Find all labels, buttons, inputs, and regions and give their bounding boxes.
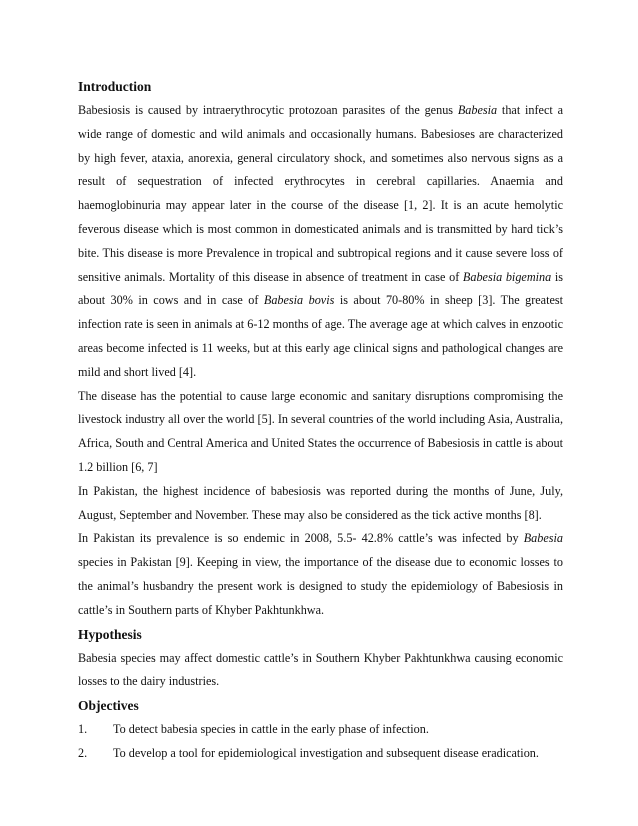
text-run: that infect a wide range of domestic and wild animals and occasionally humans. Babesioses are characterized by high fever, ataxia, anorexia, general circulatory shock, and sometimes also nervous signs as a result of sequestration of infected erythrocytes in cerebral capillaries. Anaemia and haemoglobinuria may appear later in the course of the disease [1, 2]. It is an acute hemolytic feverous disease which is most common in domesticated animals and is transmitted by hard tick’s bite. This disease is more Prevalence in tropical and subtropical regions and it cause severe loss of sensitive animals. Mortality of this disease in absence of treatment in case of xyxy=(78,103,563,284)
objective-text: To develop a tool for epidemiological investigation and subsequent disease eradication. xyxy=(113,745,539,760)
introduction-paragraph-2: The disease has the potential to cause large economic and sanitary disruptions compromising the livestock industry all over the world [5]. In several countries of the world including Asia, Australia, Africa, South and Central America and United States the occurrence of Babesiosis in cattle is about 1.2 billion [6, 7] xyxy=(78,388,563,474)
italic-term: Babesia xyxy=(523,531,563,546)
objectives-heading: Objectives xyxy=(78,698,139,714)
hypothesis-text: Babesia species may affect domestic cattle’s in Southern Khyber Pakhtunkhwa causing economic losses to the dairy industries. xyxy=(78,650,563,689)
objective-item-2 xyxy=(78,742,563,766)
introduction-paragraph-1 xyxy=(78,99,563,385)
objective-item-1 xyxy=(78,718,563,742)
objective-text: To detect babesia species in cattle in the early phase of infection. xyxy=(113,722,429,737)
objective-number: 2. xyxy=(78,745,88,760)
italic-term: Babesia bovis xyxy=(263,293,335,308)
introduction-heading: Introduction xyxy=(78,79,152,94)
text-run: Babesiosis is caused by intraerythrocytic protozoan parasites of the genus xyxy=(78,103,458,117)
document-page xyxy=(78,75,563,766)
hypothesis-heading: Hypothesis xyxy=(78,626,142,642)
text-run: species in Pakistan [9]. Keeping in view, the importance of the disease due to economic losses to the animal’s husbandry the present work is designed to study the epidemiology of Babesiosis in cattle’s in Southern parts of Khyber Pakhtunkhwa. xyxy=(78,555,563,617)
italic-term: Babesia bigemina xyxy=(462,269,552,284)
text-run: is about 70-80% in sheep [3]. The greatest infection rate is seen in animals at 6-12 months of age. The average age at which calves in enzootic areas become infected is 11 weeks, but at this early age clinical signs and pathological changes are mild and short lived [4]. xyxy=(78,293,563,379)
introduction-paragraph-4 xyxy=(78,527,563,622)
introduction-paragraph-3: In Pakistan, the highest incidence of babesiosis was reported during the months of June, July, August, September and November. These may also be considered as the tick active months [8]. xyxy=(78,483,563,522)
objective-number: 1. xyxy=(78,722,88,737)
text-run: In Pakistan its prevalence is so endemic in 2008, 5.5- 42.8% cattle’s was infected by xyxy=(78,531,524,546)
italic-term: Babesia xyxy=(457,103,498,117)
text-run: is about 30% in cows and in case of xyxy=(78,269,563,308)
